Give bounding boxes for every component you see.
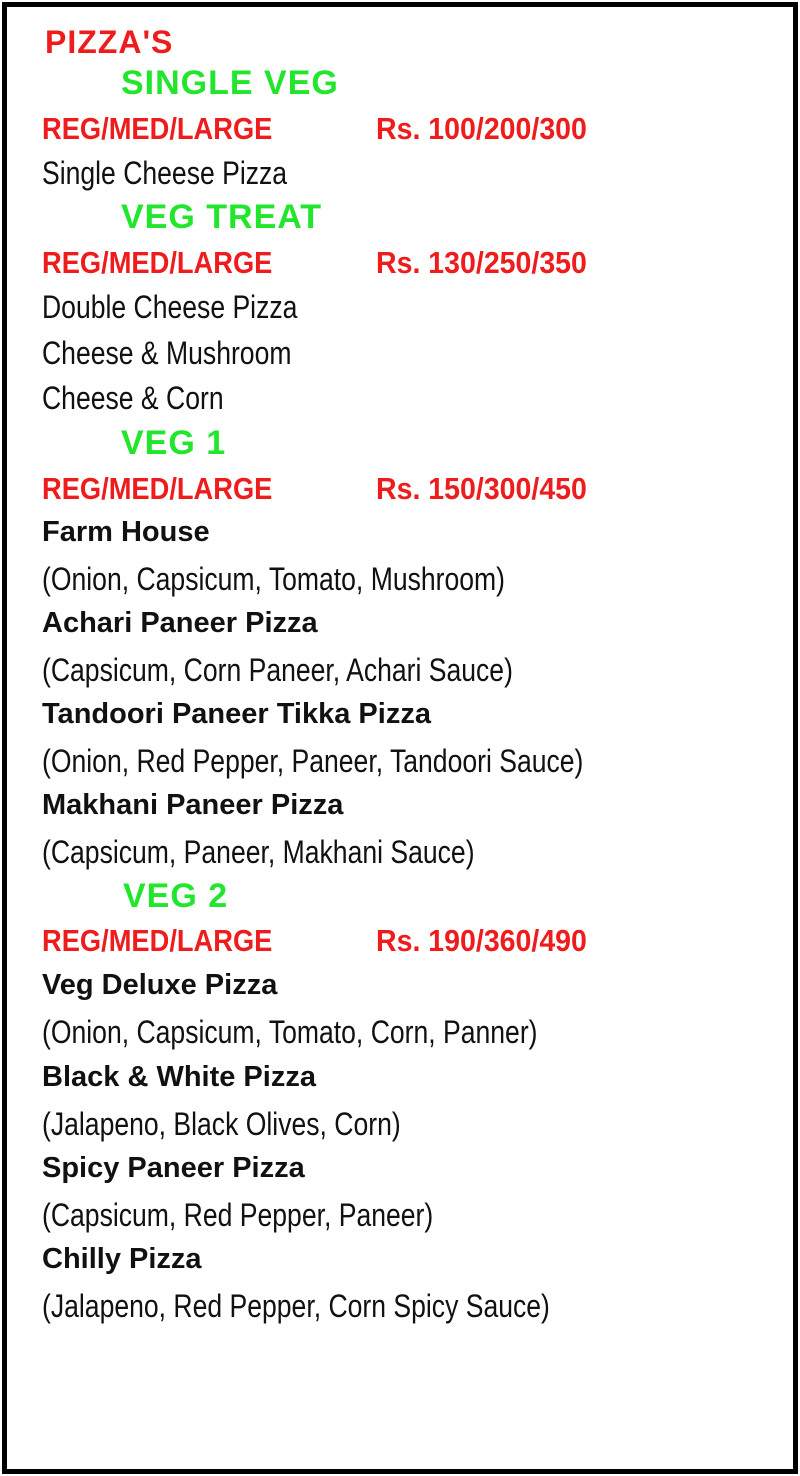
menu-item-name: Farm House — [42, 516, 210, 548]
menu-item-description: (Capsicum, Paneer, Makhani Sauce) — [42, 834, 475, 870]
size-label: REG/MED/LARGE — [42, 923, 273, 958]
size-label: REG/MED/LARGE — [42, 245, 273, 280]
menu-item-description: (Jalapeno, Red Pepper, Corn Spicy Sauce) — [42, 1288, 550, 1324]
size-label: REG/MED/LARGE — [42, 471, 273, 506]
section-heading-single-veg: SINGLE VEG — [121, 64, 339, 102]
menu-item-description: (Capsicum, Corn Paneer, Achari Sauce) — [42, 652, 513, 688]
menu-item: Double Cheese Pizza — [42, 289, 298, 325]
price-value: Rs. 150/300/450 — [376, 471, 587, 506]
price-value: Rs. 100/200/300 — [376, 111, 587, 146]
menu-item-name: Chilly Pizza — [42, 1243, 202, 1275]
menu-item-description: (Jalapeno, Black Olives, Corn) — [42, 1106, 401, 1142]
menu-item-name: Black & White Pizza — [42, 1061, 316, 1093]
menu-title: PIZZA'S — [45, 24, 174, 60]
menu-item-name: Spicy Paneer Pizza — [42, 1152, 305, 1184]
menu-item-description: (Onion, Capsicum, Tomato, Mushroom) — [42, 561, 505, 597]
menu-item: Single Cheese Pizza — [42, 155, 288, 191]
price-value: Rs. 190/360/490 — [376, 923, 587, 958]
menu-item-name: Tandoori Paneer Tikka Pizza — [42, 698, 431, 730]
menu-item-description: (Onion, Red Pepper, Paneer, Tandoori Sauce) — [42, 743, 584, 779]
section-heading-veg-treat: VEG TREAT — [121, 198, 323, 236]
menu-item-description: (Onion, Capsicum, Tomato, Corn, Panner) — [42, 1014, 538, 1050]
menu-item: Cheese & Mushroom — [42, 335, 292, 371]
menu-item-name: Achari Paneer Pizza — [42, 607, 318, 639]
menu-item-name: Makhani Paneer Pizza — [42, 789, 344, 821]
section-heading-veg-2: VEG 2 — [123, 877, 229, 915]
menu-item-name: Veg Deluxe Pizza — [42, 969, 278, 1001]
section-heading-veg-1: VEG 1 — [121, 424, 227, 462]
menu-item-description: (Capsicum, Red Pepper, Paneer) — [42, 1197, 434, 1233]
size-label: REG/MED/LARGE — [42, 111, 273, 146]
menu-item: Cheese & Corn — [42, 380, 224, 416]
price-value: Rs. 130/250/350 — [376, 245, 587, 280]
